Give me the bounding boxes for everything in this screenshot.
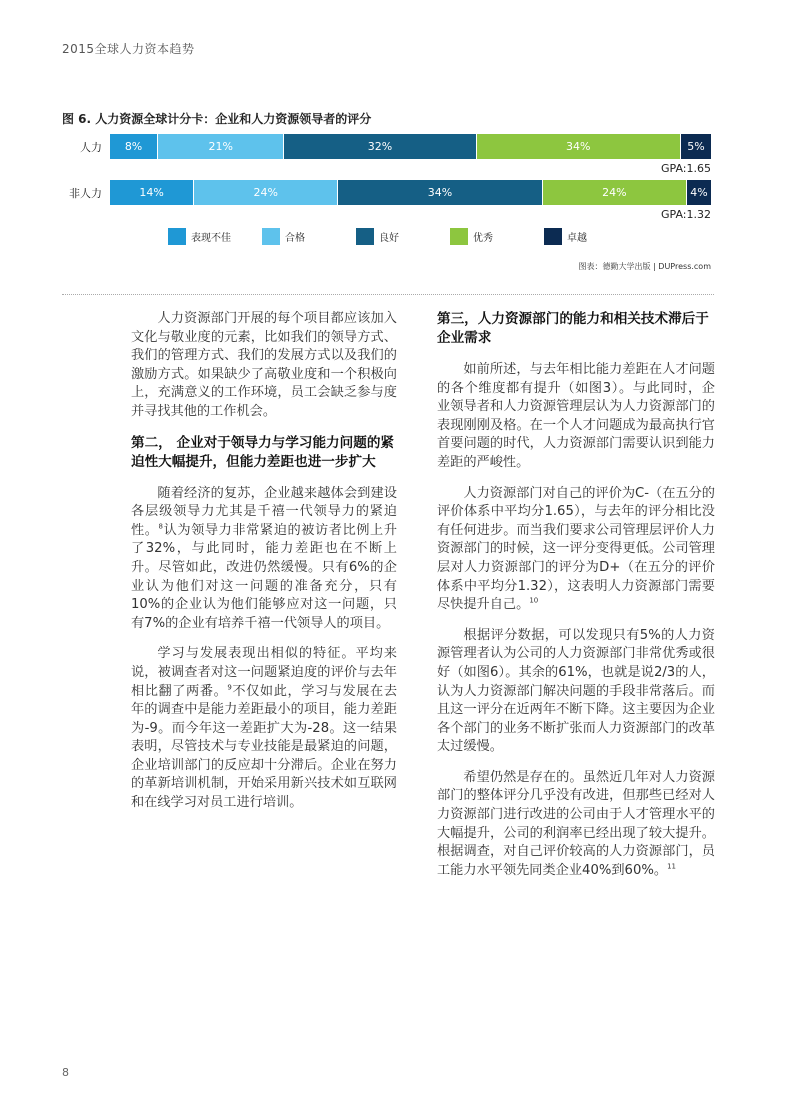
footnote-ref: 10 — [529, 596, 539, 605]
paragraph: 根据评分数据，可以发现只有5%的人力资源管理者认为公司的人力资源部门非常优秀或很好（如图6）。其余的61%，也就是说2/3的人，认为人力资源部门解决问题的手段非常落后。而且这一评分在近两年不断下降。这主要因为企业各个部门的业务不断扩张而人力资源部门的改革太过缓慢。 — [437, 627, 715, 755]
legend-swatch — [262, 228, 280, 245]
paragraph: 人力资源部门开展的每个项目都应该加入文化与敬业度的元素，比如我们的领导方式、我们的管理方式、我们的发展方式以及我们的激励方式。如果缺少了高敬业度和一个积极向上，充满意义的工作环境，员工会缺乏参与度并寻找其他的工作机会。 — [131, 311, 397, 419]
legend-label: 卓越 — [567, 233, 587, 244]
right-column — [437, 310, 715, 892]
bar-segment: 4% — [687, 180, 711, 205]
legend-item — [450, 228, 544, 245]
bar-segment: 34% — [477, 134, 681, 159]
legend-item — [544, 228, 587, 245]
bar-segment: 21% — [158, 134, 284, 159]
bar-segment: 14% — [110, 180, 194, 205]
gpa-label-hr: GPA:1.65 — [661, 162, 711, 175]
legend-label: 表现不佳 — [191, 233, 231, 244]
bar-segment: 24% — [194, 180, 338, 205]
section-divider — [62, 294, 714, 295]
chart-legend — [168, 228, 587, 245]
legend-item — [262, 228, 356, 245]
bar-segment: 5% — [681, 134, 711, 159]
bar-segment: 32% — [284, 134, 476, 159]
bar-label-hr: 人力 — [80, 141, 102, 154]
bar-label-non-hr: 非人力 — [69, 187, 102, 200]
section-heading: 第二， 企业对于领导力与学习能力问题的紧迫性大幅提升，但能力差距也进一步扩大 — [131, 434, 395, 470]
paragraph: 人力资源部门对自己的评价为C-（在五分的评价体系中平均分1.65），与去年的评分相比没有任何进步。而当我们要求公司管理层评价人力资源部门的时候，这一评分变得更低。公司管理层对人力资源部门的评分为D+（在五分的评价体系中平均分1.32），这表明人力资源部门需要尽快提升自己。$^{10}$ — [437, 485, 715, 613]
bar-segment: 24% — [543, 180, 687, 205]
paragraph: 希望仍然是存在的。虽然近几年对人力资源部门的整体评分几乎没有改进，但那些已经对人力资源部门进行改进的公司由于人才管理水平的大幅提升，公司的利润率已经出现了较大提升。根据调查，对自己评价较高的人力资源部门，员工能力水平领先同类企业40%到60%。$^{11}$ — [437, 769, 715, 878]
legend-swatch — [356, 228, 374, 245]
legend-swatch — [544, 228, 562, 245]
figure-title: 图 6. 人力资源全球计分卡：企业和人力资源领导者的评分 — [62, 112, 372, 126]
gpa-label-non-hr: GPA:1.32 — [661, 208, 711, 221]
legend-swatch — [168, 228, 186, 245]
page-number: 8 — [62, 1066, 69, 1079]
legend-swatch — [450, 228, 468, 245]
bar-segment: 8% — [110, 134, 158, 159]
running-header: 2015全球人力资本趋势 — [62, 42, 195, 56]
bar-row-non-hr — [110, 180, 711, 205]
bar-row-hr — [110, 134, 711, 159]
legend-label: 良好 — [379, 233, 399, 244]
paragraph: 如前所述，与去年相比能力差距在人才问题的各个维度都有提升（如图3）。与此同时，企业领导者和人力资源管理层认为人力资源部门的表现刚刚及格。在一个人才问题成为最高执行官首要问题的时代，人力资源部门需要认识到能力差距的严峻性。 — [437, 362, 715, 470]
section-heading: 第三，人力资源部门的能力和相关技术滞后于企业需求 — [437, 311, 709, 346]
legend-item — [356, 228, 450, 245]
footnote-ref: 9 — [227, 683, 232, 692]
footnote-ref: 8 — [158, 522, 163, 531]
legend-label: 合格 — [285, 233, 305, 244]
footnote-ref: 11 — [667, 862, 676, 871]
paragraph: 学习与发展表现出相似的特征。平均来说，被调查者对这一问题紧迫度的评价与去年相比翻了两番。$^9$不仅如此，学习与发展在去年的调查中是能力差距最小的项目，能力差距为-9。而今年这一差距扩大为-28。这一结果表明，尽管技术与专业技能是最紧迫的问题，企业培训部门的反应却十分滞后。企业在努力的革新培训机制，开始采用新兴技术如互联网和在线学习对员工进行培训。 — [131, 646, 398, 811]
left-column — [131, 310, 397, 825]
legend-label: 优秀 — [473, 233, 493, 244]
figure-source: 图表：德勤大学出版 | DUPress.com — [578, 262, 711, 271]
legend-item — [168, 228, 262, 245]
bar-segment: 34% — [338, 180, 542, 205]
paragraph: 随着经济的复苏，企业越来越体会到建设各层级领导力尤其是千禧一代领导力的紧迫性。$^8$认为领导力非常紧迫的被访者比例上升了32%，与此同时，能力差距也在不断上升。尽管如此，改进仍然缓慢。只有6%的企业认为他们对这一问题的准备充分，只有10%的企业认为他们能够应对这一问题，只有7%的企业有培养千禧一代领导人的项目。 — [131, 485, 398, 631]
